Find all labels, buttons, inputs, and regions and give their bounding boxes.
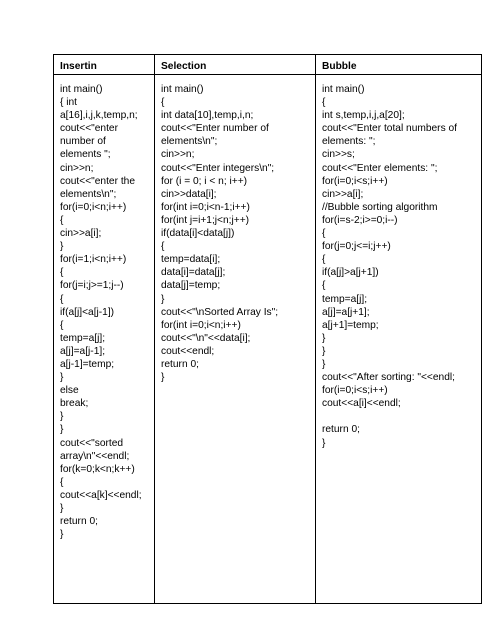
code-line: } [60, 529, 64, 541]
column-header-label: Selection [161, 61, 207, 72]
code-line: cout<<"\n"<<data[i]; [161, 332, 251, 344]
code-block-selection [155, 75, 315, 384]
code-cell-selection [155, 75, 316, 604]
code-line: break; [60, 398, 89, 410]
code-line: cin>>data[i]; [161, 188, 217, 200]
code-line: { [322, 97, 326, 109]
code-line: } [322, 332, 326, 344]
code-line: for(int i=0;i<n-1;i++) [161, 201, 250, 213]
code-block-insertion [54, 75, 154, 541]
code-line: for(i=0;i<s;i++) [322, 175, 388, 187]
code-line: { [60, 476, 64, 488]
code-line: //Bubble sorting algorithm [322, 201, 438, 213]
code-line: { [60, 214, 64, 226]
code-line: int main() [161, 84, 204, 95]
code-block-bubble [316, 75, 481, 450]
code-line: } [161, 293, 165, 305]
code-line: } [60, 372, 64, 384]
code-line: int main() [322, 84, 365, 95]
code-line: if(a[j]>a[j+1]) [322, 267, 379, 279]
code-line: a[16],i,j,k,temp,n; [60, 110, 138, 122]
code-line: { [161, 241, 165, 253]
table-code-row [54, 75, 482, 604]
column-header-selection [155, 55, 316, 75]
code-line: for(int j=i+1;j<n;j++) [161, 214, 250, 226]
code-line: for(i=0;i<s;i++) [322, 385, 388, 397]
code-line: { int [60, 97, 77, 109]
code-line: int main() [60, 84, 103, 95]
code-line: temp=a[j]; [60, 332, 106, 344]
code-line: int s,temp,i,j,a[20]; [322, 110, 405, 122]
code-line: a[j-1]=temp; [60, 358, 115, 370]
code-line: cout<<"Enter elements: "; [322, 162, 438, 174]
code-line: cin>>n; [161, 149, 195, 161]
code-line: cout<<"sorted [60, 437, 124, 449]
column-header-bubble [316, 55, 482, 75]
code-line: elements\n"; [60, 188, 117, 200]
code-line: cout<<"Enter total numbers of [322, 123, 457, 135]
code-line: cout<<"enter [60, 123, 118, 135]
code-line: { [60, 267, 64, 279]
code-line: for(i=0;i<n;i++) [60, 201, 127, 213]
code-line: cout<<"Enter integers\n"; [161, 162, 275, 174]
code-line: temp=data[i]; [161, 254, 221, 266]
code-line: cout<<a[i]<<endl; [322, 398, 401, 410]
code-line: cout<<"Enter number of [161, 123, 269, 135]
code-line: a[j+1]=temp; [322, 319, 379, 331]
code-line: { [60, 319, 64, 331]
code-line: cout<<"enter the [60, 175, 135, 187]
column-header-insertion [54, 55, 155, 75]
code-line: cout<<a[k]<<endl; [60, 489, 142, 501]
code-line: { [322, 228, 326, 240]
code-line: a[j]=a[j-1]; [60, 345, 106, 357]
code-line: } [322, 345, 326, 357]
code-line: elements "; [60, 149, 111, 161]
code-line: { [60, 293, 64, 305]
sorting-code-table [53, 54, 482, 604]
code-line: if(a[j]<a[j-1]) [60, 306, 115, 318]
code-line: a[j]=a[j+1]; [322, 306, 370, 318]
code-line: } [60, 503, 64, 514]
code-line: cin>>a[i]; [60, 228, 102, 240]
code-line: cin>>a[i]; [322, 188, 364, 200]
column-header-label: Bubble [322, 61, 357, 72]
table-header-row [54, 55, 482, 75]
code-line: { [161, 97, 165, 109]
code-line: { [322, 254, 326, 266]
code-line: for (i = 0; i < n; i++) [161, 175, 248, 187]
code-line: data[i]=data[j]; [161, 267, 226, 279]
code-line: if(data[i]<data[j]) [161, 228, 235, 240]
code-line: temp=a[j]; [322, 293, 368, 305]
code-line: for(int i=0;i<n;i++) [161, 319, 241, 331]
code-line: cout<<"After sorting: "<<endl; [322, 372, 455, 384]
code-line: } [60, 424, 64, 436]
code-line: cout<<endl; [161, 345, 215, 357]
code-line: return 0; [161, 358, 199, 370]
code-line: cin>>n; [60, 162, 94, 174]
code-line: { [322, 280, 326, 292]
code-line: } [161, 372, 165, 384]
code-line: for(i=1;i<n;i++) [60, 254, 127, 266]
code-line: for(k=0;k<n;k++) [60, 463, 135, 475]
code-line: return 0; [60, 516, 98, 528]
code-line: elements\n"; [161, 136, 218, 148]
code-line: } [322, 358, 326, 370]
code-cell-insertion [54, 75, 155, 604]
column-header-label: Insertin [60, 61, 97, 72]
code-line: } [60, 241, 64, 253]
code-line: int data[10],temp,i,n; [161, 110, 254, 122]
code-line: for(j=0;j<=i;j++) [322, 241, 391, 253]
code-line: for(j=i;j>=1;j--) [60, 280, 124, 292]
code-line: elements: "; [322, 136, 376, 148]
code-line: } [322, 437, 326, 449]
code-line [322, 410, 481, 423]
code-line: cout<<"\nSorted Array Is"; [161, 306, 279, 318]
code-line: for(i=s-2;i>=0;i--) [322, 214, 398, 226]
code-line: cin>>s; [322, 149, 355, 161]
code-line: data[j]=temp; [161, 280, 221, 292]
code-line: array\n"<<endl; [60, 450, 130, 462]
code-line: } [60, 411, 64, 423]
code-line: number of [60, 136, 106, 148]
code-cell-bubble [316, 75, 482, 604]
code-line: else [60, 385, 79, 397]
code-line: return 0; [322, 424, 360, 436]
